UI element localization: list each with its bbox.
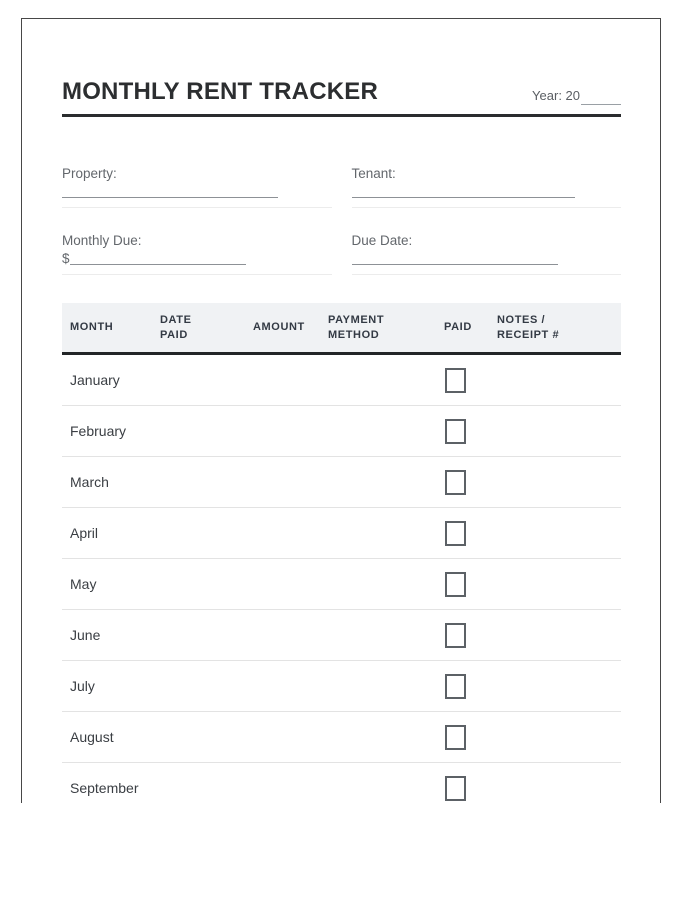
cell-date-paid[interactable]: [152, 406, 245, 456]
column-header-month: MONTH: [70, 321, 114, 334]
table-row-may: [62, 559, 621, 610]
cell-notes[interactable]: [489, 712, 621, 762]
cell-notes[interactable]: [489, 610, 621, 660]
cell-amount[interactable]: [245, 406, 320, 456]
month-label: June: [70, 627, 101, 643]
field-due-date: [352, 232, 622, 275]
cell-date-paid[interactable]: [152, 763, 245, 803]
cell-amount[interactable]: [245, 610, 320, 660]
table-row-february: [62, 406, 621, 457]
table-row-july: [62, 661, 621, 712]
cell-payment-method[interactable]: [320, 355, 436, 405]
paid-checkbox[interactable]: [445, 419, 466, 444]
field-monthly-due: [62, 232, 332, 275]
property-fill-line[interactable]: [62, 186, 278, 198]
cell-payment-method[interactable]: [320, 508, 436, 558]
paid-checkbox[interactable]: [445, 572, 466, 597]
table-row-june: [62, 610, 621, 661]
page-title: MONTHLY RENT TRACKER: [62, 78, 379, 105]
cell-payment-method[interactable]: [320, 763, 436, 803]
month-label: September: [70, 780, 139, 796]
form-fields: [62, 165, 621, 275]
paid-checkbox[interactable]: [445, 776, 466, 801]
monthly-due-fill-line[interactable]: [70, 253, 246, 265]
month-label: April: [70, 525, 99, 541]
table-header-row: [62, 303, 621, 355]
cell-date-paid[interactable]: [152, 508, 245, 558]
cell-amount[interactable]: [245, 712, 320, 762]
table-row-august: [62, 712, 621, 763]
rent-table: [62, 303, 621, 803]
cell-notes[interactable]: [489, 661, 621, 711]
column-header-notes: NOTES / RECEIPT #: [497, 313, 560, 341]
cell-amount[interactable]: [245, 661, 320, 711]
paid-checkbox[interactable]: [445, 368, 466, 393]
column-header-amount: AMOUNT: [253, 321, 305, 334]
cell-notes[interactable]: [489, 355, 621, 405]
cell-payment-method[interactable]: [320, 712, 436, 762]
cell-payment-method[interactable]: [320, 610, 436, 660]
table-row-march: [62, 457, 621, 508]
year-fill-line[interactable]: [581, 91, 621, 105]
paid-checkbox[interactable]: [445, 623, 466, 648]
document-page: [21, 18, 661, 803]
document-header: [62, 79, 621, 105]
column-header-paid: PAID: [444, 321, 472, 334]
due-date-label: Due Date:: [351, 233, 413, 248]
paid-checkbox[interactable]: [445, 674, 466, 699]
paid-checkbox[interactable]: [445, 521, 466, 546]
monthly-due-label: Monthly Due:: [62, 233, 142, 248]
cell-notes[interactable]: [489, 457, 621, 507]
table-row-april: [62, 508, 621, 559]
paid-checkbox[interactable]: [445, 725, 466, 750]
cell-date-paid[interactable]: [152, 457, 245, 507]
column-header-payment-method: PAYMENT METHOD: [328, 313, 385, 341]
cell-amount[interactable]: [245, 508, 320, 558]
cell-payment-method[interactable]: [320, 559, 436, 609]
table-row-january: [62, 355, 621, 406]
due-date-fill-line[interactable]: [352, 253, 558, 265]
field-property: [62, 165, 332, 208]
title-divider: [62, 114, 621, 117]
cell-amount[interactable]: [245, 355, 320, 405]
cell-date-paid[interactable]: [152, 355, 245, 405]
cell-payment-method[interactable]: [320, 457, 436, 507]
paid-checkbox[interactable]: [445, 470, 466, 495]
month-label: March: [70, 474, 109, 490]
table-row-september: [62, 763, 621, 803]
cell-notes[interactable]: [489, 763, 621, 803]
cell-amount[interactable]: [245, 457, 320, 507]
month-label: August: [70, 729, 114, 745]
cell-notes[interactable]: [489, 406, 621, 456]
year-field: [532, 87, 621, 105]
cell-payment-method[interactable]: [320, 406, 436, 456]
column-header-date-paid: DATE PAID: [160, 313, 192, 341]
cell-date-paid[interactable]: [152, 712, 245, 762]
cell-amount[interactable]: [245, 559, 320, 609]
cell-amount[interactable]: [245, 763, 320, 803]
year-label: Year: 20: [532, 88, 580, 103]
month-label: January: [70, 372, 120, 388]
cell-date-paid[interactable]: [152, 661, 245, 711]
cell-payment-method[interactable]: [320, 661, 436, 711]
cell-date-paid[interactable]: [152, 559, 245, 609]
tenant-label: Tenant:: [351, 166, 396, 181]
month-label: July: [70, 678, 95, 694]
dollar-sign: $: [62, 251, 70, 266]
property-label: Property:: [62, 166, 117, 181]
field-tenant: [352, 165, 622, 208]
month-label: February: [70, 423, 127, 439]
cell-notes[interactable]: [489, 559, 621, 609]
cell-notes[interactable]: [489, 508, 621, 558]
tenant-fill-line[interactable]: [352, 186, 575, 198]
month-label: May: [70, 576, 97, 592]
cell-date-paid[interactable]: [152, 610, 245, 660]
